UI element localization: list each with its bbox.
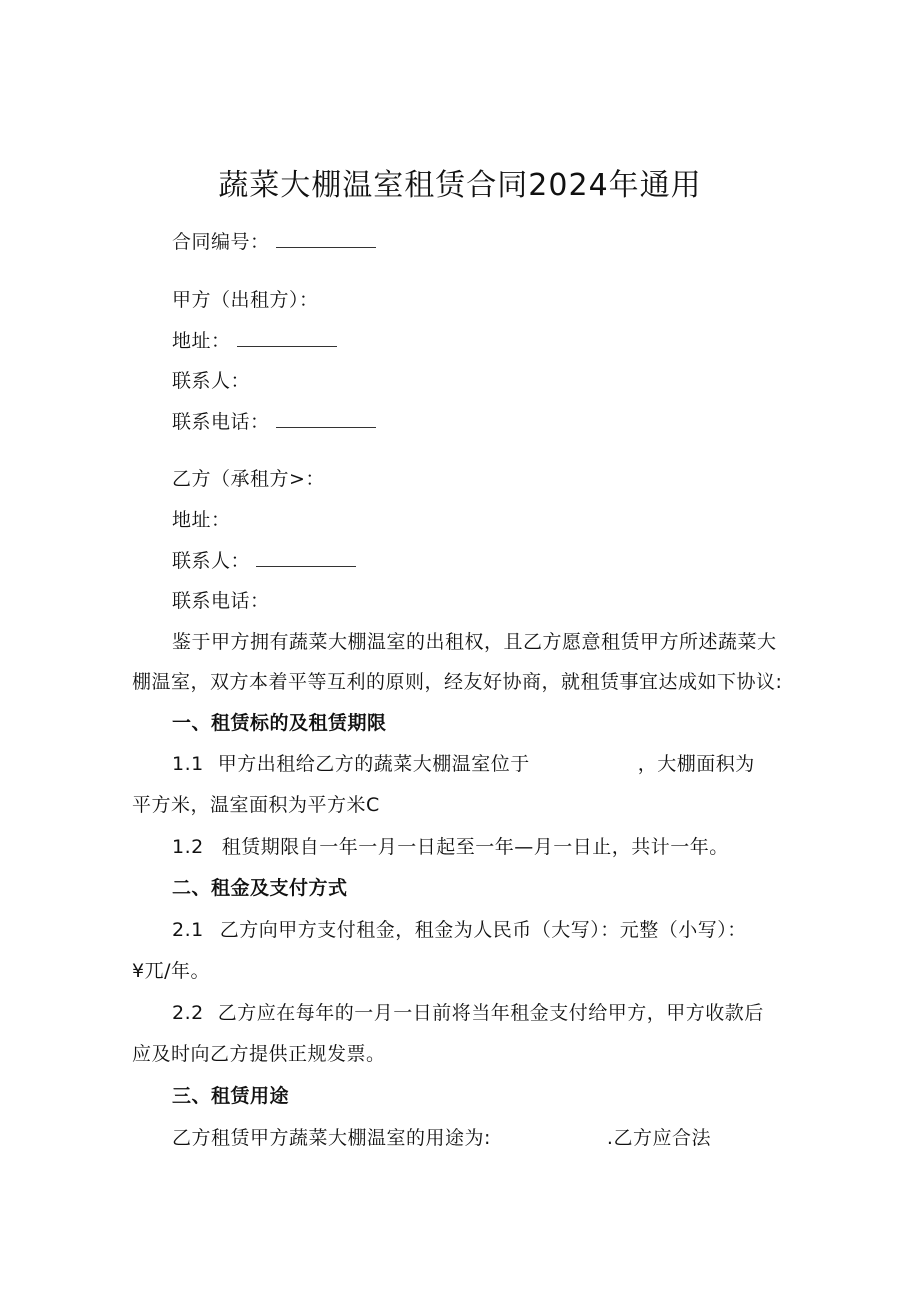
document-title: 蔬菜大棚温室租赁合同2024年通用	[218, 168, 702, 203]
party-a-phone-line	[172, 409, 376, 434]
contract-number-label: 合同编号：	[172, 231, 270, 253]
clause-1-1-number: 1.1	[172, 753, 204, 775]
contract-number-blank	[276, 229, 376, 248]
party-a-phone-label: 联系电话：	[172, 411, 270, 433]
party-a-phone-blank	[276, 409, 376, 428]
clause-3-text-b: .乙方应合法	[606, 1127, 711, 1149]
clause-1-2	[172, 835, 729, 859]
clause-2-2-number: 2.2	[172, 1002, 204, 1024]
clause-1-1	[172, 752, 755, 776]
clause-3-text-a: 乙方租赁甲方蔬菜大棚温室的用途为:	[172, 1127, 491, 1149]
clause-2-1-text: 乙方向甲方支付租金，租金为人民币（大写）：元整（小写）：	[219, 919, 747, 941]
party-a-address-line	[172, 328, 337, 353]
section-2-heading: 二、租金及支付方式	[172, 877, 348, 899]
party-a-contact-label: 联系人：	[172, 370, 251, 392]
clause-1-1-text-b: ，大棚面积为	[637, 753, 755, 775]
clause-2-2-text: 乙方应在每年的一月一日前将当年租金支付给甲方，甲方收款后	[217, 1002, 764, 1024]
contract-number-line	[172, 229, 376, 254]
clause-1-2-text: 租赁期限自一年一月一日起至一年—月一日止，共计一年。	[221, 836, 729, 858]
clause-3	[172, 1126, 711, 1150]
party-b-address-label: 地址：	[172, 509, 231, 531]
clause-1-1-text-a: 甲方出租给乙方的蔬菜大棚温室位于	[217, 753, 530, 775]
clause-2-1-number: 2.1	[172, 919, 204, 941]
clause-1-2-number: 1.2	[172, 836, 204, 858]
section-1-heading: 一、租赁标的及租赁期限	[172, 712, 387, 734]
party-b-contact-line	[172, 548, 356, 573]
party-b-contact-blank	[256, 548, 356, 567]
clause-2-2-line-2: 应及时向乙方提供正规发票。	[132, 1043, 386, 1065]
preamble-line-1: 鉴于甲方拥有蔬菜大棚温室的出租权，且乙方愿意租赁甲方所述蔬菜大	[172, 631, 777, 653]
clause-2-2	[172, 1001, 764, 1025]
clause-1-1-line-2: 平方米，温室面积为平方米C	[132, 794, 380, 816]
party-a-heading: 甲方（出租方）：	[172, 289, 319, 311]
clause-2-1	[172, 918, 747, 942]
party-b-heading: 乙方（承租方>：	[172, 468, 325, 490]
preamble-line-2: 棚温室，双方本着平等互利的原则，经友好协商，就租赁事宜达成如下协议:	[132, 671, 783, 693]
party-a-address-label: 地址：	[172, 330, 231, 352]
party-b-phone-label: 联系电话：	[172, 590, 270, 612]
section-3-heading: 三、租赁用途	[172, 1085, 290, 1107]
clause-2-1-line-2: ¥兀/年。	[132, 960, 210, 982]
party-b-contact-label: 联系人：	[172, 550, 251, 572]
party-a-address-blank	[237, 328, 337, 347]
